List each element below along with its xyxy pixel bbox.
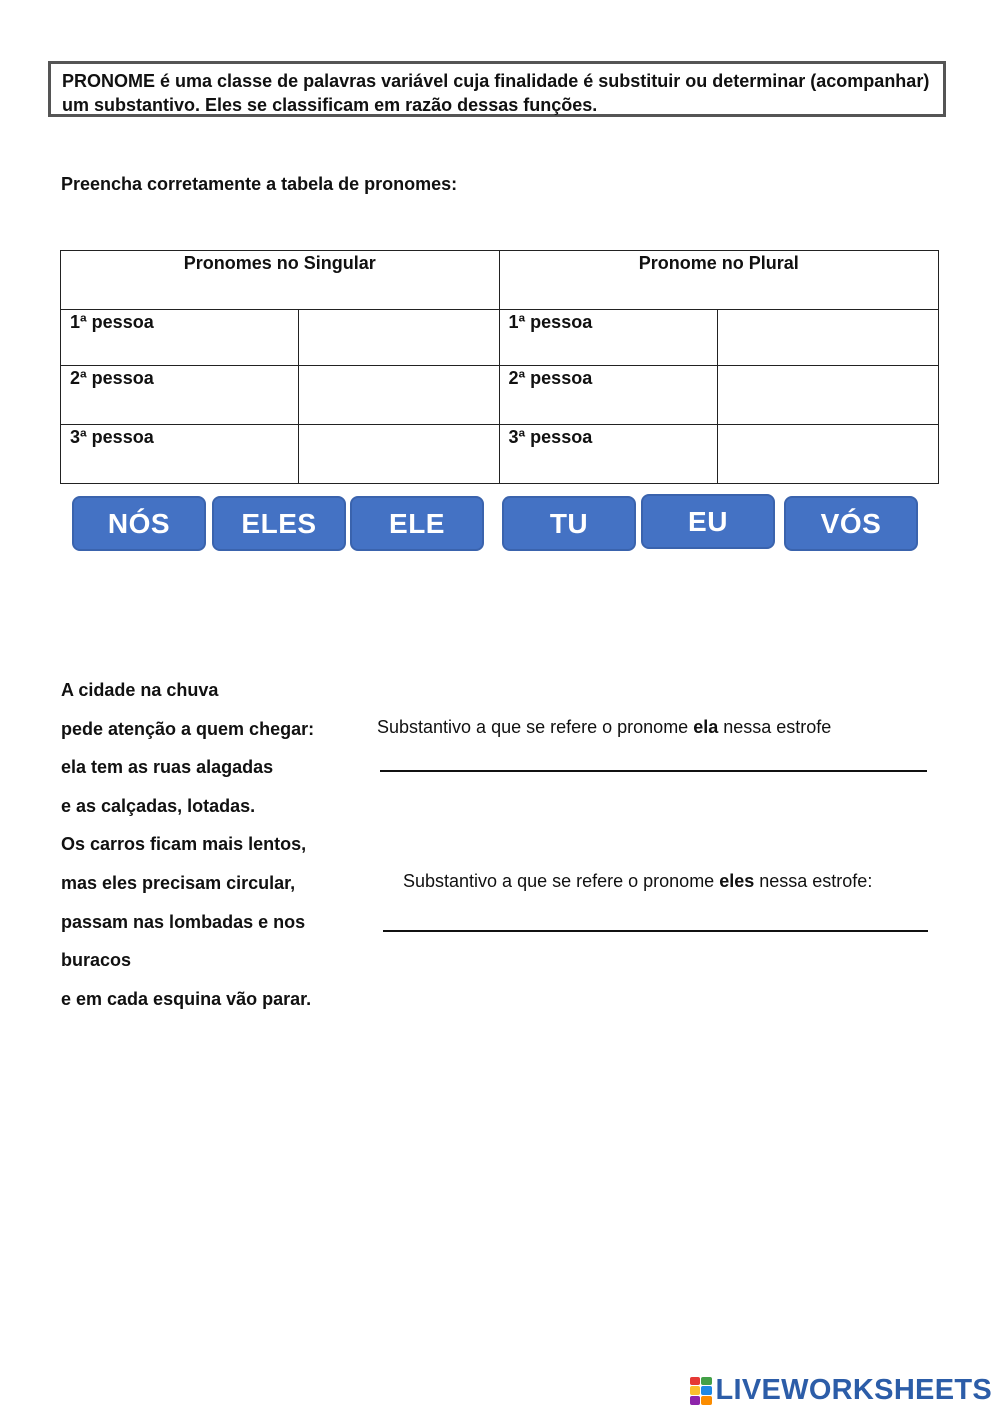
definition-box bbox=[48, 61, 946, 117]
table-row bbox=[61, 366, 939, 425]
question-keyword: eles bbox=[719, 871, 755, 891]
poem-line: ela tem as ruas alagadas bbox=[61, 757, 274, 778]
question-text: Substantivo a que se refere o pronome bbox=[403, 871, 720, 891]
logo-text: LIVEWORKSHEETS bbox=[715, 1374, 992, 1406]
table-header-row bbox=[61, 251, 939, 310]
singular-person-label: 1ª pessoa bbox=[61, 310, 299, 366]
question-text: Substantivo a que se refere o pronome bbox=[377, 717, 694, 737]
plural-person-label: 3ª pessoa bbox=[499, 425, 718, 484]
singular-drop-slot[interactable] bbox=[298, 310, 499, 366]
plural-person-label: 2ª pessoa bbox=[499, 366, 718, 425]
plural-drop-slot[interactable] bbox=[718, 366, 939, 425]
answer-field-eles[interactable] bbox=[383, 930, 928, 932]
singular-drop-slot[interactable] bbox=[298, 425, 499, 484]
chip-vos[interactable]: VÓS bbox=[784, 496, 918, 551]
pronoun-table bbox=[60, 250, 939, 484]
poem-line: buracos bbox=[61, 950, 132, 971]
badge-square bbox=[690, 1386, 701, 1395]
singular-person-label: 3ª pessoa bbox=[61, 425, 299, 484]
table-instruction: Preencha corretamente a tabela de pronomes: bbox=[61, 174, 458, 194]
poem-line: A cidade na chuva bbox=[61, 680, 219, 700]
table-row bbox=[61, 425, 939, 484]
singular-person-label: 2ª pessoa bbox=[61, 366, 299, 425]
chip-eles[interactable]: ELES bbox=[212, 496, 346, 551]
question-eles bbox=[403, 871, 872, 892]
poem-line: pede atenção a quem chegar: bbox=[61, 718, 315, 739]
plural-person-label: 1ª pessoa bbox=[499, 310, 718, 366]
poem-line: Os carros ficam mais lentos, bbox=[61, 834, 307, 855]
plural-drop-slot[interactable] bbox=[718, 310, 939, 366]
poem-stanza bbox=[61, 678, 314, 1025]
chip-tu[interactable]: TU bbox=[502, 496, 636, 551]
answer-field-ela[interactable] bbox=[380, 770, 927, 772]
table-row bbox=[61, 310, 939, 366]
header-singular: Pronomes no Singular bbox=[61, 251, 500, 310]
badge-square bbox=[701, 1396, 712, 1405]
liveworksheets-logo bbox=[690, 1374, 993, 1407]
badge-square bbox=[701, 1377, 712, 1386]
badge-square bbox=[690, 1377, 701, 1386]
question-text: nessa estrofe: bbox=[754, 871, 873, 891]
badge-square bbox=[690, 1396, 701, 1405]
poem-line: e em cada esquina vão parar. bbox=[61, 988, 312, 1009]
pronoun-chip-bank bbox=[0, 495, 1000, 555]
chip-ele[interactable]: ELE bbox=[350, 496, 484, 551]
definition-lead: PRONOME bbox=[62, 71, 156, 91]
poem-line: passam nas lombadas e nos bbox=[61, 911, 306, 932]
plural-drop-slot[interactable] bbox=[718, 425, 939, 484]
chip-eu[interactable]: EU bbox=[641, 494, 775, 549]
header-plural: Pronome no Plural bbox=[499, 251, 939, 310]
logo-badge-icon bbox=[690, 1377, 712, 1405]
question-keyword: ela bbox=[693, 717, 719, 737]
question-ela bbox=[377, 717, 831, 738]
poem-line: e as calçadas, lotadas. bbox=[61, 795, 256, 816]
singular-drop-slot[interactable] bbox=[298, 366, 499, 425]
definition-text: é uma classe de palavras variável cuja finalidade é substituir ou determinar (acompanhar) um substantivo. Eles se classificam em razão dessas funções. bbox=[62, 71, 930, 115]
chip-nos[interactable]: NÓS bbox=[72, 496, 206, 551]
question-text: nessa estrofe bbox=[718, 717, 832, 737]
poem-line: mas eles precisam circular, bbox=[61, 872, 296, 893]
badge-square bbox=[701, 1386, 712, 1395]
